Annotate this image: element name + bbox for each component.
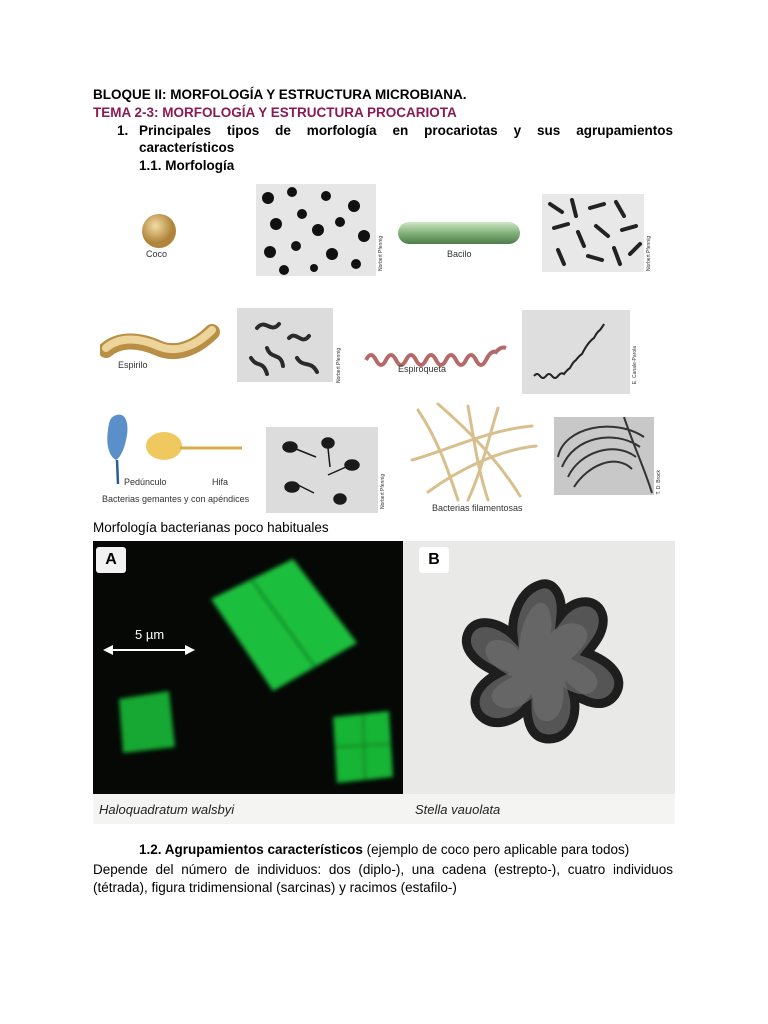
agrupamientos-body: Depende del número de individuos: dos (diplo-), una cadena (estrepto-), cuatro individuos (tétrada), figura tridimensional (sarcinas) y racimos (estafilo-) [93, 862, 673, 895]
photo-credit: Norbert Pfennig [378, 236, 384, 272]
filamentosas-micrograph-cells [554, 417, 654, 495]
filamentosas-illustration [408, 400, 538, 504]
panel-b-cell [403, 541, 675, 794]
coco-micrograph-cells [256, 184, 376, 276]
coco-micrograph [256, 184, 376, 276]
species-a-label: Haloquadratum walsbyi [99, 802, 235, 817]
filamentosas-label: Bacterias filamentosas [432, 503, 523, 513]
photo-credit: E. Canale-Parola [632, 346, 638, 385]
bacilo-label: Bacilo [447, 249, 472, 259]
scale-bar-label: 5 µm [135, 627, 165, 642]
peduncle-label: Pedúnculo [124, 477, 167, 487]
panel-b-stella [403, 541, 675, 794]
gemantes-micrograph-cells [266, 427, 378, 513]
subsection-title-agrupamientos [139, 842, 629, 857]
agrupamientos-title: 1.2. Agrupamientos característicos [139, 842, 363, 857]
bacilo-micrograph-cells [542, 194, 644, 272]
panel-b-letter: B [419, 547, 449, 573]
panel-a-haloquadratum [93, 541, 403, 794]
hifa-label: Hifa [212, 477, 229, 487]
espirilo-micrograph-cells [237, 308, 333, 382]
bacilo-illustration [396, 220, 524, 248]
espiroqueta-micrograph-cell [522, 310, 630, 394]
coco-illustration [140, 212, 180, 252]
espiroqueta-label: Espiroqueta [398, 364, 447, 374]
list-number: 1. [117, 123, 129, 138]
espiroqueta-micrograph [522, 310, 630, 394]
bacilo-micrograph [542, 194, 644, 272]
photo-credit: Norbert Pfennig [646, 236, 652, 272]
photo-credit: Norbert Pfennig [336, 348, 342, 384]
list-item-1-text: Principales tipos de morfología en procariotas y sus agrupamientos [139, 123, 673, 138]
block-title: BLOQUE II: MORFOLOGÍA Y ESTRUCTURA MICROBIANA. [93, 87, 467, 102]
species-caption-bar [93, 794, 675, 824]
subsection-title-morfologia: 1.1. Morfología [139, 158, 235, 173]
list-item-1-continuation: característicos [139, 140, 235, 155]
agrupamientos-note: (ejemplo de coco pero aplicable para todos) [366, 842, 630, 857]
espirilo-label: Espirilo [118, 360, 148, 370]
gemantes-label: Bacterias gemantes y con apéndices [102, 494, 250, 504]
photo-credit: Norbert Pfennig [380, 474, 386, 510]
gemantes-micrograph [266, 427, 378, 513]
filamentosas-micrograph [554, 417, 654, 495]
coco-label: Coco [146, 249, 168, 259]
panel-a-letter: A [96, 547, 126, 573]
panel-a-cells [93, 541, 403, 794]
espirilo-micrograph [237, 308, 333, 382]
unusual-morphology-caption: Morfología bacterianas poco habituales [93, 520, 329, 535]
topic-title: TEMA 2-3: MORFOLOGÍA Y ESTRUCTURA PROCARIOTA [93, 105, 457, 120]
species-b-label: Stella vauolata [415, 802, 501, 817]
photo-credit: T. D. Brock [656, 470, 662, 495]
